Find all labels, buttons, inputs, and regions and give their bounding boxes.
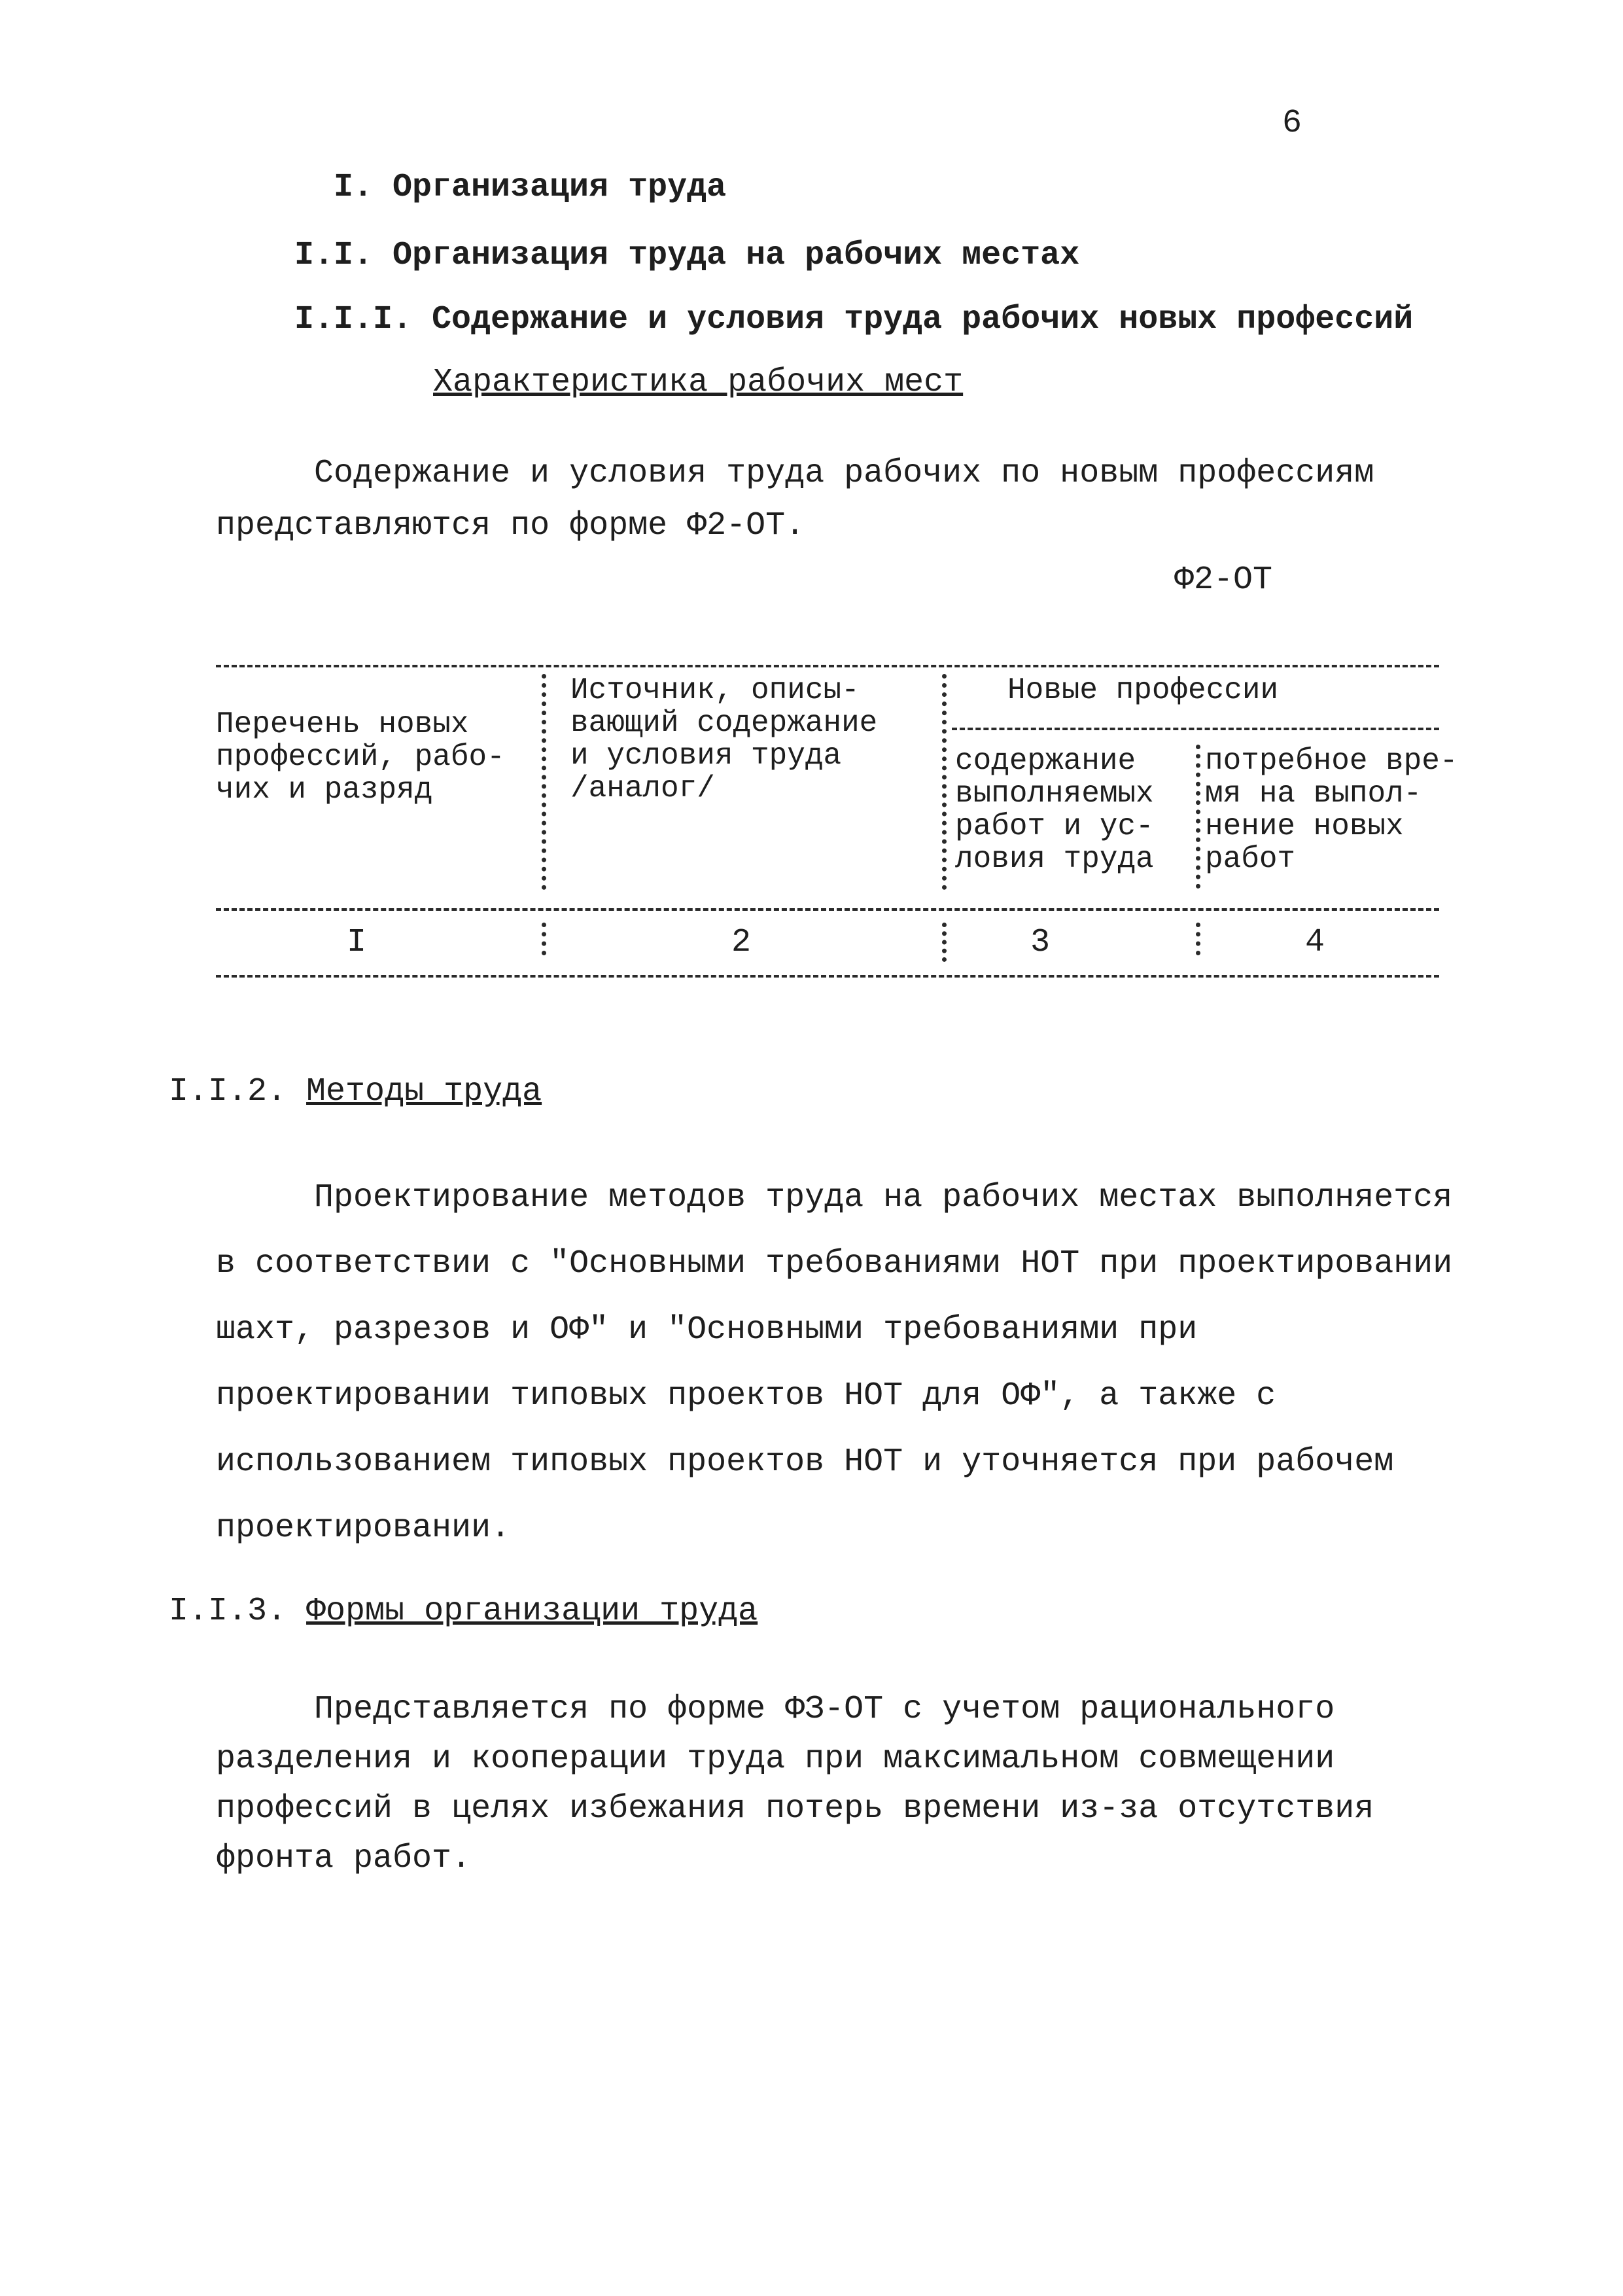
section-methods-text: Проектирование методов труда на рабочих местах выполняется в соответствии с "Основными требованиями НОТ при проектировании шахт, разрезов и ОФ" и "Основными требованиями при проектировании типовых проектов НОТ для ОФ", а также с использованием типовых проектов НОТ и уточняется при рабочем проектировании. xyxy=(216,1179,1453,1547)
section-forms-heading xyxy=(169,1593,758,1630)
col1-header: Перечень новых профессий, рабо- чих и разряд xyxy=(216,707,505,807)
form-code: Ф2-ОТ xyxy=(1174,561,1273,599)
section-forms-text: Представляется по форме ФЗ-ОТ с учетом рационального разделения и кооперации труда при максимальном совмещении профессий в целях избежания потерь времени из-за отсутствия фронта работ. xyxy=(216,1691,1374,1877)
group-header-rule xyxy=(952,728,1439,730)
col3-header: содержание выполняемых работ и ус- ловия труда xyxy=(955,744,1154,876)
table-top-rule xyxy=(216,665,1439,667)
page-number: 6 xyxy=(1282,105,1302,142)
table-mid-rule xyxy=(216,908,1439,911)
section-methods-number: I.I.2. xyxy=(169,1073,287,1110)
col-separator-3 xyxy=(1196,745,1200,889)
col-separator-2 xyxy=(942,674,947,890)
section-forms-title: Формы организации труда xyxy=(306,1593,758,1630)
num-separator-1 xyxy=(542,923,546,955)
table-bottom-rule xyxy=(216,975,1439,978)
col-number-1: I xyxy=(347,924,367,961)
heading-1: I. Организация труда xyxy=(334,169,727,206)
section-forms-number: I.I.3. xyxy=(169,1593,287,1630)
col-separator-1 xyxy=(542,674,546,890)
num-separator-2 xyxy=(942,923,947,962)
num-separator-3 xyxy=(1196,923,1200,955)
heading-1-1-1: I.I.I. Содержание и условия труда рабочих новых профессий xyxy=(294,301,1414,338)
col4-header: потребное вре- мя на выпол- нение новых работ xyxy=(1205,744,1458,876)
col-number-2: 2 xyxy=(731,924,752,961)
col-number-4: 4 xyxy=(1305,924,1325,961)
section-methods-heading xyxy=(169,1073,542,1110)
col2-header: Источник, описы- вающий содержание и условия труда /аналог/ xyxy=(570,673,878,805)
section-methods-title: Методы труда xyxy=(306,1073,542,1110)
heading-1-1: I.I. Организация труда на рабочих местах xyxy=(294,237,1080,274)
subtitle-workplace-characteristics: Характеристика рабочих мест xyxy=(433,364,964,401)
col-number-3: 3 xyxy=(1030,924,1051,961)
intro-paragraph: Содержание и условия труда рабочих по новым профессиям представляются по форме Ф2-ОТ. xyxy=(216,455,1374,544)
group-header-new-professions: Новые профессии xyxy=(1007,673,1279,707)
